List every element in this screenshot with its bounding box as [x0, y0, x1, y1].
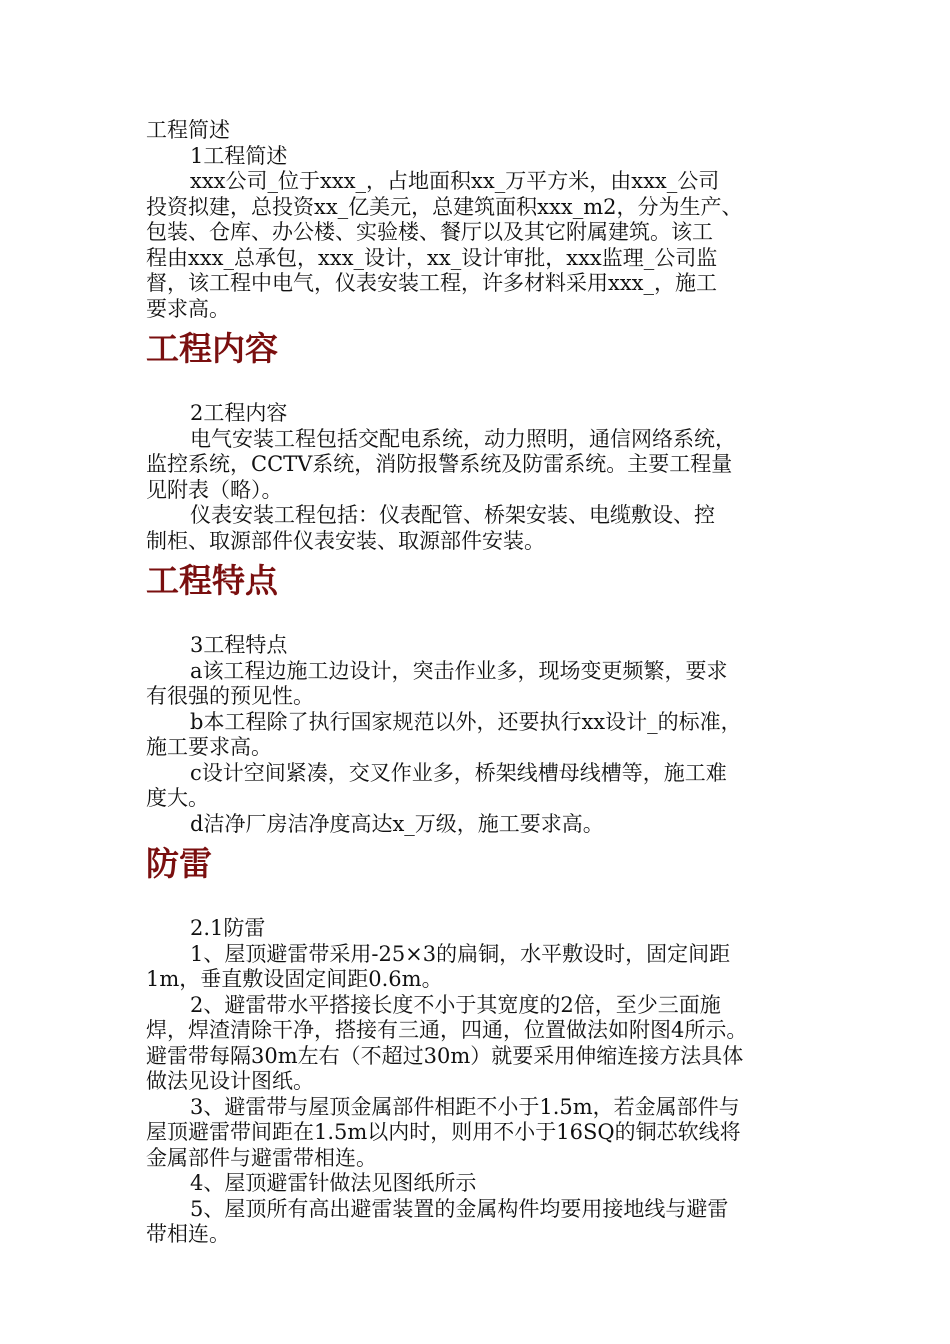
section4-item-line: 带相连。: [146, 1222, 230, 1246]
section3-item-line: a该工程边施工边设计，突击作业多，现场变更频繁，要求: [190, 658, 728, 683]
section3-item-line: d洁净厂房洁净度高达x_万级，施工要求高。: [190, 811, 604, 836]
section2-para1-line: 电气安装工程包括交配电系统，动力照明，通信网络系统，: [190, 426, 736, 451]
section1-subtitle: 1工程简述: [190, 143, 288, 168]
section4-item-line: 焊，焊渣清除干净，搭接有三通，四通，位置做法如附图4所示。: [146, 1018, 748, 1042]
section2-para2-line: 制柜、取源部件仪表安装、取源部件安装。: [146, 528, 545, 553]
section2-heading: 工程内容: [146, 329, 278, 368]
section3-item-line: 有很强的预见性。: [146, 684, 314, 708]
section4-item-line: 金属部件与避雷带相连。: [146, 1145, 377, 1170]
section3-item-line: 施工要求高。: [146, 735, 272, 759]
doc-title: 工程简述: [146, 118, 230, 142]
section1-para1-line: 程由xxx_总承包，xxx_设计，xx_设计审批，xxx监理_公司监: [146, 245, 718, 270]
section4-item-line: 4、屋顶避雷针做法见图纸所示: [190, 1171, 477, 1195]
section3-item-line: b本工程除了执行国家规范以外，还要执行xx设计_的标准，: [190, 709, 742, 734]
section3-item-line: 度大。: [146, 786, 209, 810]
section2-para1-line: 见附表（略）。: [146, 477, 283, 502]
section4-item-line: 5、屋顶所有高出避雷装置的金属构件均要用接地线与避雷: [190, 1196, 729, 1221]
section1-para1-line: 督，该工程中电气，仪表安装工程，许多材料采用xxx_，施工: [146, 271, 718, 295]
section4-heading: 防雷: [146, 844, 212, 883]
section3-subtitle: 3工程特点: [190, 633, 288, 657]
section1-para1-line: 要求高。: [146, 296, 230, 321]
section3-item-line: c设计空间紧凑，交叉作业多，桥架线槽母线槽等，施工难: [190, 760, 727, 785]
section1-para1-line: 包装、仓库、办公楼、实验楼、餐厅以及其它附属建筑。该工: [146, 220, 713, 244]
section3-heading: 工程特点: [146, 561, 278, 600]
section4-item-line: 做法见设计图纸。: [146, 1069, 314, 1093]
spacer: [146, 884, 810, 916]
section4-item-line: 1、屋顶避雷带采用-25×3的扁铜，水平敷设时，固定间距: [190, 941, 731, 966]
section4-item-line: 3、避雷带与屋顶金属部件相距不小于1.5m，若金属部件与: [190, 1094, 740, 1119]
spacer: [146, 601, 810, 633]
section4-item-line: 屋顶避雷带间距在1.5m以内时，则用不小于16SQ的铜芯软线将: [146, 1120, 741, 1144]
section2-para1-line: 监控系统，CCTV系统，消防报警系统及防雷系统。主要工程量: [146, 452, 733, 476]
section4-item-line: 1m，垂直敷设固定间距0.6m。: [146, 967, 443, 991]
document-page: [146, 118, 810, 1248]
section2-subtitle: 2工程内容: [190, 401, 288, 425]
section1-para1-line: xxx公司_位于xxx_，占地面积xx_万平方米，由xxx_公司: [190, 169, 720, 193]
section4-item-line: 2、避雷带水平搭接长度不小于其宽度的2倍，至少三面施: [190, 992, 721, 1017]
section2-para2-line: 仪表安装工程包括：仪表配管、桥架安装、电缆敷设、控: [190, 503, 715, 527]
section1-para1-line: 投资拟建，总投资xx_亿美元，总建筑面积xxx_m2，分为生产、: [146, 194, 743, 219]
section4-subtitle: 2.1防雷: [190, 916, 266, 940]
spacer: [146, 369, 810, 401]
section4-item-line: 避雷带每隔30m左右（不超过30m）就要采用伸缩连接方法具体: [146, 1043, 744, 1068]
